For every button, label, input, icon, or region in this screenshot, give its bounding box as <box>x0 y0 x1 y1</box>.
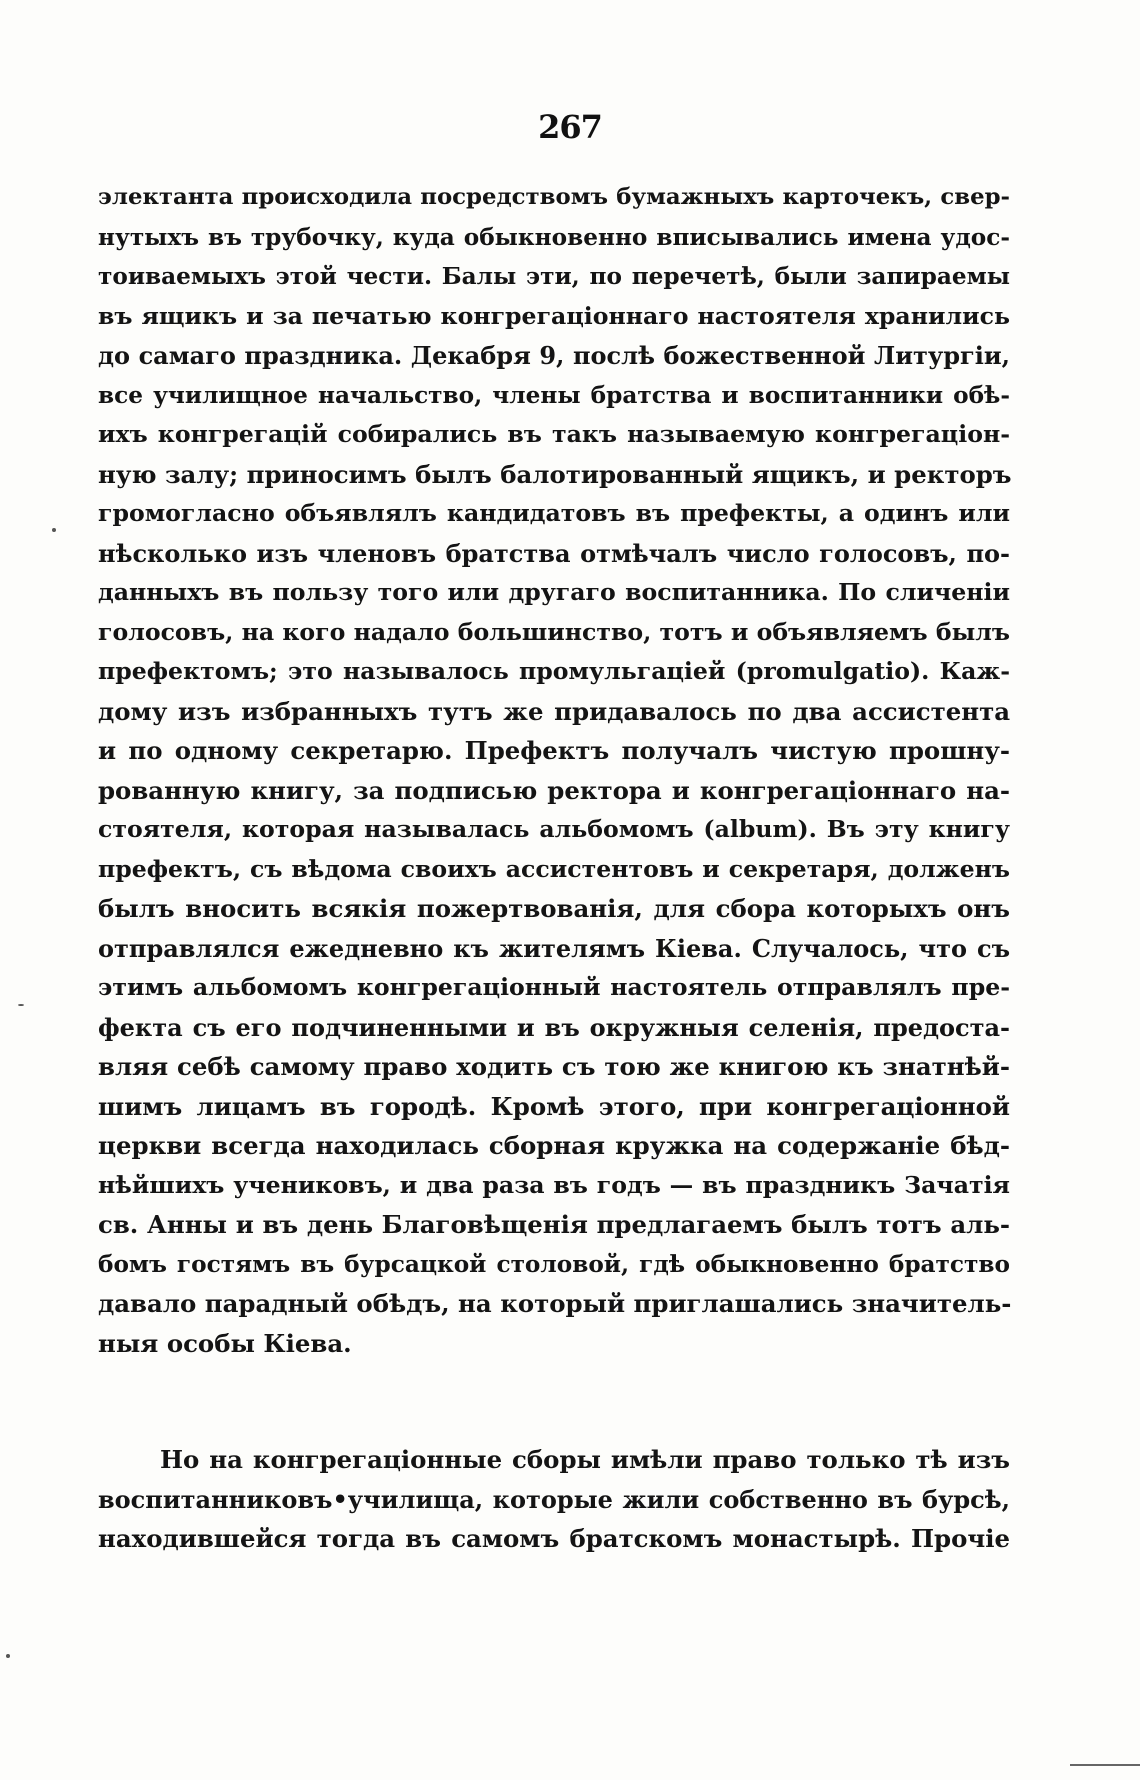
text-line: этимъ альбомомъ конгрегаціонный настоятель отправлялъ пре- <box>98 973 1010 1001</box>
ink-speck <box>6 1654 10 1658</box>
text-line: все училищное начальство, члены братства и воспитанники обѣ- <box>98 381 1010 409</box>
text-line: вляя себѣ самому право ходить съ тою же книгою къ знатнѣй- <box>98 1052 1010 1081</box>
paragraph-1 <box>98 178 1010 1363</box>
text-line: находившейся тогда въ самомъ братскомъ монастырѣ. Прочіе <box>98 1524 1010 1553</box>
text-line: тоиваемыхъ этой чести. Балы эти, по перечетѣ, были запираемы <box>98 263 1010 290</box>
text-line: электанта происходила посредствомъ бумажныхъ карточекъ, свер- <box>98 184 1010 210</box>
text-line: шимъ лицамъ въ городѣ. Кромѣ этого, при конгрегаціонной <box>98 1091 1010 1121</box>
text-line: ихъ конгрегацій собирались въ такъ называемую конгрегаціон- <box>98 420 1010 448</box>
text-line: фекта съ его подчиненными и въ окружныя селенія, предоста- <box>98 1012 1010 1042</box>
text-line: св. Анны и въ день Благовѣщенія предлагаемъ былъ тотъ аль- <box>98 1210 1010 1239</box>
ink-speck <box>52 528 56 532</box>
text-line: громогласно объявлялъ кандидатовъ въ префекты, а одинъ или <box>98 499 1010 527</box>
paragraph-2 <box>98 1440 1010 1559</box>
ink-speck <box>18 1004 24 1006</box>
text-line: дому изъ избранныхъ тутъ же придавалось по два ассистента <box>98 696 1010 726</box>
text-line: до самаго праздника. Декабря 9, послѣ божественной Литургіи, <box>98 341 1010 370</box>
scan-edge-mark <box>1070 1764 1140 1766</box>
text-line: нутыхъ въ трубочку, куда обыкновенно вписывались имена удос- <box>98 223 1010 251</box>
text-line: нѣйшихъ учениковъ, и два раза въ годъ — въ праздникъ Зачатія <box>98 1170 1010 1199</box>
text-line: былъ вносить всякія пожертвованія, для сбора которыхъ онъ <box>98 894 1010 923</box>
page-number: 267 <box>538 108 602 146</box>
text-line: церкви всегда находилась сборная кружка на содержаніе бѣд- <box>98 1131 1010 1160</box>
text-line: воспитанниковъ•училища, которые жили собственно въ бурсѣ, <box>98 1484 1010 1514</box>
text-line: отправлялся ежедневно къ жителямъ Кіева. Случалось, что съ <box>98 933 1010 963</box>
text-line: префектъ, съ вѣдома своихъ ассистентовъ и секретаря, долженъ <box>98 854 1010 883</box>
text-line: въ ящикъ и за печатью конгрегаціоннаго настоятеля хранились <box>98 301 1010 330</box>
text-line: рованную книгу, за подписью ректора и конгрегаціоннаго на- <box>98 775 1010 805</box>
text-line: ныя особы Кіева. <box>98 1328 352 1358</box>
text-line: давало парадный обѣдъ, на который приглашались значитель- <box>98 1289 1012 1318</box>
text-line: данныхъ въ пользу того или другаго воспитанника. По сличеніи <box>98 578 1010 606</box>
text-line: и по одному секретарю. Префектъ получалъ чистую прошну- <box>98 736 1010 765</box>
text-line: префектомъ; это называлось промульгаціей (promulgatio). Каж- <box>98 657 1010 685</box>
text-line: ную залу; приносимъ былъ балотированный ящикъ, и ректоръ <box>98 459 1012 489</box>
text-line: Но на конгрегаціонные сборы имѣли право только тѣ изъ <box>160 1445 1010 1474</box>
text-line: бомъ гостямъ въ бурсацкой столовой, гдѣ обыкновенно братство <box>98 1250 1010 1278</box>
text-line: нѣсколько изъ членовъ братства отмѣчалъ число голосовъ, по- <box>98 538 1010 568</box>
text-line: стоятеля, которая называлась альбомомъ (album). Въ эту книгу <box>98 815 1010 843</box>
text-line: голосовъ, на кого надало большинство, тотъ и объявляемъ былъ <box>98 617 1010 646</box>
